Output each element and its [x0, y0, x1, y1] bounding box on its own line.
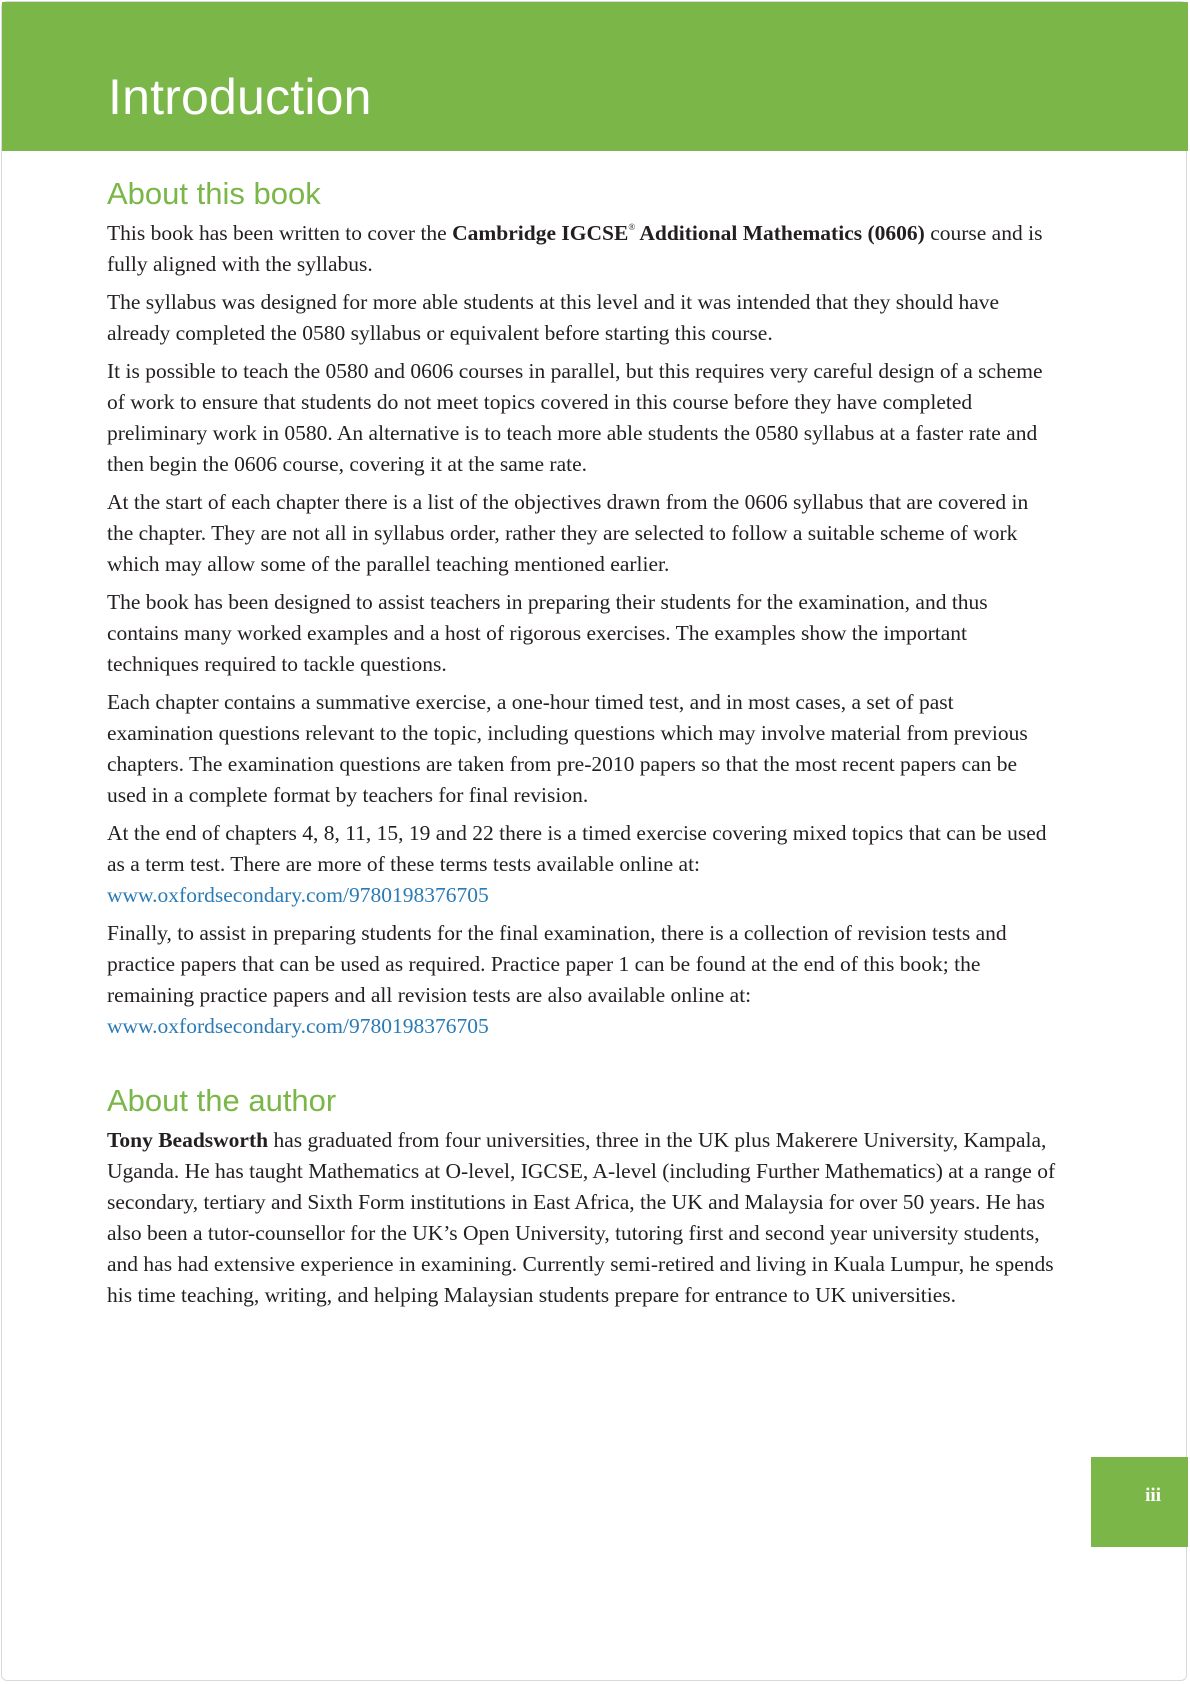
- paragraph-revision-text: Finally, to assist in preparing students for the final examination, there is a collection of revision tests and practice papers that can be used as required. Practice paper 1 can be found at the end of this book; the remaining practice papers and all revision tests are also available online at:: [107, 921, 1007, 1007]
- paragraph-course: [107, 218, 1057, 280]
- paragraph-design: The book has been designed to assist teachers in preparing their students for the examination, and thus contains many worked examples and a host of rigorous exercises. The examples show the important techniques required to tackle questions.: [107, 590, 988, 676]
- course-name-bold: Cambridge IGCSE: [452, 221, 629, 245]
- page-number: iii: [1145, 1485, 1161, 1506]
- paragraph-term-tests: [107, 818, 1057, 911]
- paragraph-revision: [107, 918, 1057, 1042]
- paragraph-course-intro: This book has been written to cover the: [107, 221, 453, 245]
- term-tests-link[interactable]: www.oxfordsecondary.com/9780198376705: [107, 883, 489, 907]
- paragraph-objectives: At the start of each chapter there is a list of the objectives drawn from the 0606 syllabus that are covered in the chapter. They are not all in syllabus order, rather they are selected to follow a suitable scheme of work which may allow some of the parallel teaching mentioned earlier.: [107, 490, 1029, 576]
- registered-mark: ®: [628, 222, 636, 232]
- main-content: [107, 175, 1057, 1318]
- paragraph-syllabus: The syllabus was designed for more able students at this level and it was intended that they should have already completed the 0580 syllabus or equivalent before starting this course.: [107, 290, 1000, 345]
- paragraph-chapter-contents: Each chapter contains a summative exercise, a one-hour timed test, and in most cases, a set of past examination questions relevant to the topic, including questions which may involve material from previous chapters. The examination questions are taken from pre-2010 papers so that the most recent papers can be used in a complete format by teachers for final revision.: [107, 690, 1028, 807]
- revision-tests-link[interactable]: www.oxfordsecondary.com/9780198376705: [107, 1014, 489, 1038]
- page-title: Introduction: [108, 69, 372, 125]
- paragraph-course-outro: course and is fully aligned with the syllabus.: [107, 221, 1043, 276]
- course-code-bold: Additional Mathematics (0606): [635, 221, 925, 245]
- about-book-section: [107, 175, 1057, 1042]
- author-bio: [107, 1125, 1057, 1311]
- paragraph-parallel-teaching: It is possible to teach the 0580 and 0606 courses in parallel, but this requires very careful design of a scheme of work to ensure that students do not meet topics covered in this course before they have completed preliminary work in 0580. An alternative is to teach more able students the 0580 syllabus at a faster rate and then begin the 0606 course, covering it at the same rate.: [107, 359, 1043, 476]
- about-author-heading: About the author: [107, 1083, 337, 1118]
- page-number-tab: [1091, 1457, 1188, 1547]
- paragraph-term-tests-text: At the end of chapters 4, 8, 11, 15, 19 and 22 there is a timed exercise covering mixed topics that can be used as a term test. There are more of these terms tests available online at:: [107, 821, 1047, 876]
- about-author-section: [107, 1082, 1057, 1311]
- header-band: [2, 2, 1188, 151]
- about-book-heading: About this book: [107, 176, 321, 211]
- author-bio-text: has graduated from four universities, three in the UK plus Makerere University, Kampala, Uganda. He has taught Mathematics at O-level, IGCSE, A-level (including Further Mathematics) at a range of secondary, tertiary and Sixth Form institutions in East Africa, the UK and Malaysia for over 50 years. He has also been a tutor-counsellor for the UK’s Open University, tutoring first and second year university students, and has had extensive experience in examining. Currently semi-retired and living in Kuala Lumpur, he spends his time teaching, writing, and helping Malaysian students prepare for entrance to UK universities.: [107, 1128, 1056, 1307]
- author-name: Tony Beadsworth: [107, 1128, 269, 1152]
